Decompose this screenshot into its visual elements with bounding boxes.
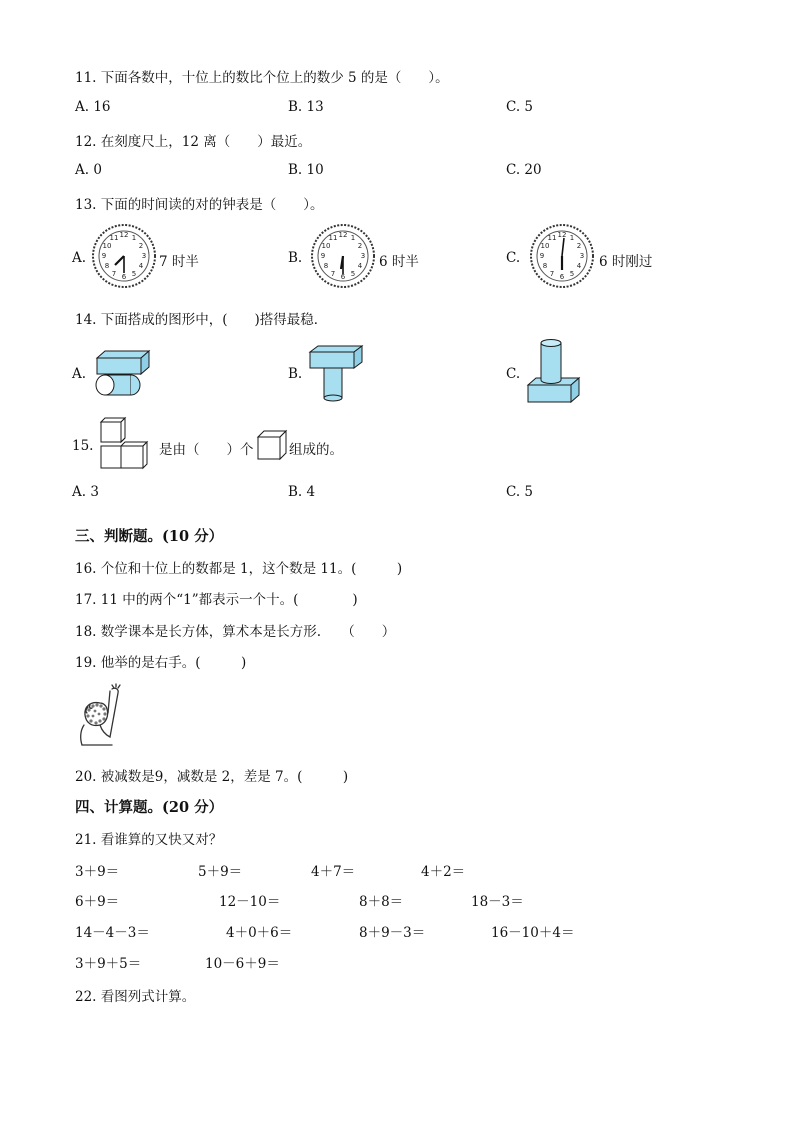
svg-text:10: 10 [540, 242, 550, 250]
question-19: 19. 他举的是右手。( ) [75, 655, 247, 671]
q13-option-c-letter: C. [506, 250, 521, 266]
q11-option-c: C. 5 [506, 99, 534, 115]
svg-text:5: 5 [569, 270, 575, 278]
question-14: 14. 下面搭成的图形中，( )搭得最稳． [75, 312, 328, 328]
svg-text:5: 5 [350, 270, 356, 278]
q14-option-a: A. [72, 366, 87, 382]
question-21: 21. 看谁算的又快又对？ [75, 832, 223, 848]
svg-text:9: 9 [101, 252, 107, 260]
question-18: 18. 数学课本是长方体，算术本是长方形. （ ） [75, 624, 396, 640]
question-11: 11. 下面各数中，十位上的数比个位上的数少 5 的是（ ）。 [75, 70, 449, 86]
q21-expression: 14－4－3＝ [75, 925, 150, 941]
q12-option-a: A. 0 [75, 162, 102, 178]
svg-text:12: 12 [557, 231, 567, 239]
q11-option-a: A. 16 [75, 99, 111, 115]
svg-text:11: 11 [109, 234, 119, 242]
svg-text:7: 7 [549, 270, 555, 278]
cube-icon [256, 430, 288, 460]
clock-icon [91, 223, 157, 289]
svg-text:4: 4 [138, 262, 144, 270]
svg-text:2: 2 [576, 242, 582, 250]
q21-expression: 5＋9＝ [198, 864, 243, 880]
cuboid-on-cylinder-icon [93, 350, 153, 398]
q13-option-a-letter: A. [72, 250, 87, 266]
cuboid-on-cylinder-icon [308, 345, 364, 403]
q14-option-c: C. [506, 366, 521, 382]
q21-expression: 10－6＋9＝ [205, 956, 280, 972]
svg-text:12: 12 [119, 231, 129, 239]
svg-text:12: 12 [338, 231, 348, 239]
svg-text:6: 6 [340, 273, 346, 281]
q15-end-text: 组成的。 [289, 442, 343, 458]
svg-text:9: 9 [320, 252, 326, 260]
svg-text:2: 2 [357, 242, 363, 250]
q12-option-c: C. 20 [506, 162, 542, 178]
svg-text:11: 11 [328, 234, 338, 242]
q13-option-b-label: 6 时半 [379, 254, 419, 270]
question-22: 22. 看图列式计算。 [75, 989, 196, 1005]
q15-number: 15. [72, 438, 94, 454]
section-4-heading: 四、计算题。(20 分） [75, 799, 224, 816]
stacked-cubes-icon [99, 417, 151, 473]
question-17: 17. 11 中的两个“1”都表示一个十。( ) [75, 592, 358, 608]
q12-option-b: B. 10 [288, 162, 324, 178]
q21-expression: 3＋9＋5＝ [75, 956, 142, 972]
svg-text:6: 6 [121, 273, 127, 281]
q14-option-b: B. [288, 366, 303, 382]
svg-text:6: 6 [559, 273, 565, 281]
question-16: 16. 个位和十位上的数都是 1，这个数是 11。( ) [75, 561, 403, 577]
question-20: 20. 被减数是9，减数是 2，差是 7。( ) [75, 769, 349, 785]
svg-text:5: 5 [131, 270, 137, 278]
q21-expression: 18－3＝ [471, 894, 524, 910]
q21-expression: 8＋8＝ [359, 894, 404, 910]
svg-text:3: 3 [360, 252, 366, 260]
q15-middle-text: 是由（ ）个 [159, 442, 254, 458]
q15-option-c: C. 5 [506, 484, 534, 500]
q21-expression: 4＋7＝ [311, 864, 356, 880]
svg-text:9: 9 [539, 252, 545, 260]
svg-text:3: 3 [141, 252, 147, 260]
svg-text:8: 8 [104, 262, 110, 270]
q21-expression: 3＋9＝ [75, 864, 120, 880]
svg-text:2: 2 [138, 242, 144, 250]
svg-text:11: 11 [547, 234, 557, 242]
svg-text:4: 4 [576, 262, 582, 270]
q13-option-a-label: 7 时半 [159, 254, 199, 270]
q21-expression: 6＋9＝ [75, 894, 120, 910]
q21-expression: 4＋2＝ [421, 864, 466, 880]
svg-text:10: 10 [102, 242, 112, 250]
svg-text:1: 1 [350, 234, 356, 242]
clock-icon [310, 223, 376, 289]
svg-text:1: 1 [569, 234, 575, 242]
question-13: 13. 下面的时间读的对的钟表是（ ）。 [75, 197, 324, 213]
q21-expression: 12－10＝ [219, 894, 281, 910]
question-12: 12. 在刻度尺上，12 离（ ）最近。 [75, 134, 312, 150]
child-raising-hand-image [76, 683, 130, 747]
q15-option-b: B. 4 [288, 484, 316, 500]
svg-text:3: 3 [579, 252, 585, 260]
svg-text:4: 4 [357, 262, 363, 270]
svg-text:1: 1 [131, 234, 137, 242]
cylinder-on-cuboid-icon [527, 338, 581, 404]
svg-text:7: 7 [111, 270, 117, 278]
q13-option-b-letter: B. [288, 250, 303, 266]
svg-text:10: 10 [321, 242, 331, 250]
svg-text:8: 8 [542, 262, 548, 270]
clock-icon [529, 223, 595, 289]
svg-text:7: 7 [330, 270, 336, 278]
q21-expression: 16－10＋4＝ [491, 925, 575, 941]
q21-expression: 8＋9－3＝ [359, 925, 426, 941]
section-3-heading: 三、判断题。(10 分） [75, 528, 224, 545]
q11-option-b: B. 13 [288, 99, 324, 115]
svg-text:8: 8 [323, 262, 329, 270]
q21-expression: 4＋0＋6＝ [226, 925, 293, 941]
q13-option-c-label: 6 时刚过 [599, 254, 653, 270]
q15-option-a: A. 3 [72, 484, 99, 500]
